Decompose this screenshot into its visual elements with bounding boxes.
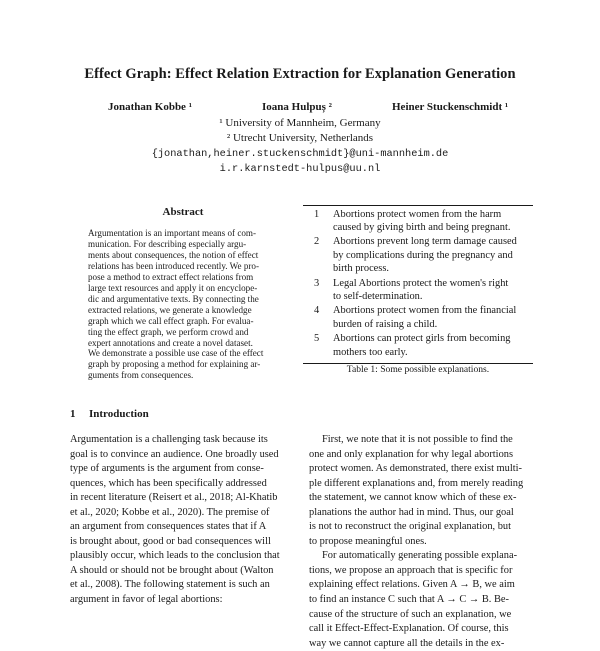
row-text: Abortions prevent long term damage caused by complications during the pregnancy and birth process. [333,236,517,274]
author-hulpus: Ioana Hulpuș ² [262,101,332,113]
row-index: 3 [314,277,320,289]
paper-title: Effect Graph: Effect Relation Extraction for Explanation Generation [84,66,516,82]
table-row [303,331,533,359]
row-index: 5 [314,333,320,345]
table-row [303,206,533,234]
section-title: Introduction [89,408,149,420]
row-index: 4 [314,305,320,317]
author-kobbe: Jonathan Kobbe ¹ [108,101,192,113]
right-column-body [309,433,531,651]
row-index: 1 [314,208,320,220]
row-text: Abortions can protect girls from becoming mothers too early. [333,333,511,358]
section-heading-introduction [70,408,149,420]
introduction-body: Argumentation is a challenging task because its goal is to convince an audience. One broadly used type of arguments is the argument from conse- quences, which has been specifically addressed in recent literature (Reisert et al., 2018; Al-Khatib et al., 2020; Kobbe et al., 2020). The premise of an argument from consequences states that if A is brought about, good or bad consequences will plausibly occur, which leads to the conclusion that A should or should not be brought about (Walton et al., 2008). The following statement is such an argument in favor of legal abortions: [70,434,280,606]
paragraph-first-we-note: First, we note that it is not possible to find the one and only explanation for why legal abortions protect women. As demonstrated, there exist multi- ple different explanations and, from merely reading the statement, we cannot know which of these ex- planations the author had in mind. Thus, our goal is not to reconstruct the original explanation, but to propose meaningful ones. [309,434,524,547]
affiliation-mannheim: ¹ University of Mannheim, Germany [219,117,381,129]
table-row [303,275,533,303]
section-number: 1 [70,408,76,420]
row-text: Abortions protect women from the financial burden of raising a child. [333,305,517,330]
abstract-body: Argumentation is an important means of com- munication. For describing especially argu- ments about consequences, the notion of effect relations has been introduced recently. We pro- pose a method to extract effect relations from large text resources and apply it on encyclope- dic and argumentative texts. By connecting the extracted relations, we generate a knowledge graph which we call effect graph. For evalua- ting the effect graph, we perform crowd and expert annotations and create a novel dataset. We demonstrate a possible use case of the effect graph by proposing a method for explaining ar- guments from consequences. [88,228,264,381]
row-text: Legal Abortions protect the women's right to self-determination. [333,277,509,302]
table-row [303,234,533,275]
abstract-heading: Abstract [162,206,204,218]
table-caption: Table 1: Some possible explanations. [346,364,490,375]
explanations-table [303,201,533,364]
affiliation-utrecht: ² Utrecht University, Netherlands [226,132,374,144]
paragraph-automatic-generation: For automatically generating possible explana- tions, we propose an approach that is specific for explaining effect relations. Given A → B, we aim to find an instance C such that A → C → B. Be- cause of the structure of such an explanation, we call it Effect-Effect-Explanation. Of course, this way we cannot capture all the details in the ex- [309,550,518,649]
email-mannheim: {jonathan,heiner.stuckenschmidt}@uni-mannheim.de [151,148,449,160]
row-index: 2 [314,236,320,248]
email-utrecht: i.r.karnstedt-hulpus@uu.nl [219,163,381,175]
author-stuckenschmidt: Heiner Stuckenschmidt ¹ [392,101,509,113]
row-text: Abortions protect women from the harm caused by giving birth and being pregnant. [333,208,511,233]
table-row [303,303,533,331]
